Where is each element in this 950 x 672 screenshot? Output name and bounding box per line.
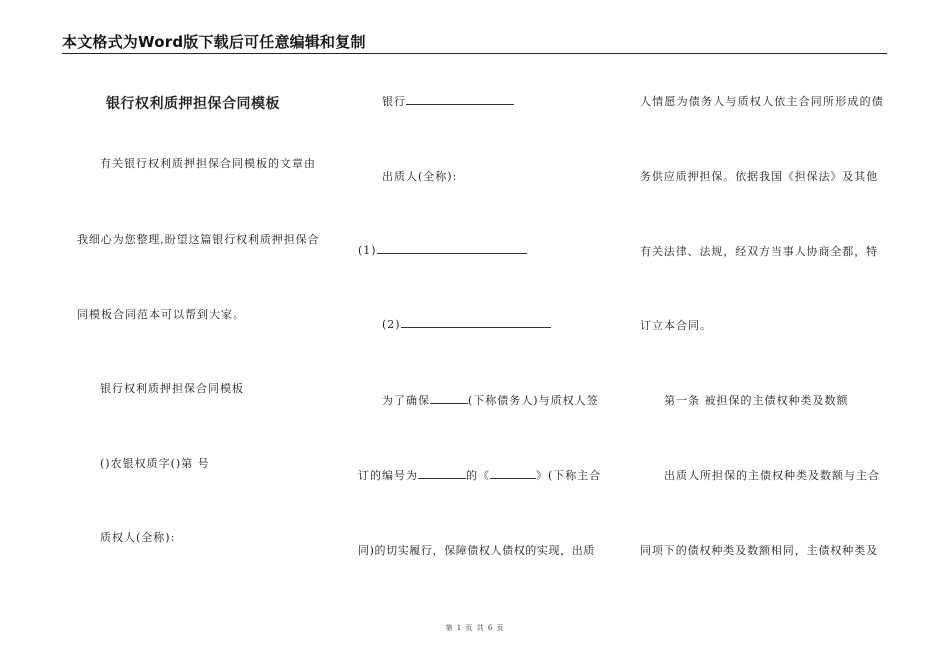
- item-2-label: (2): [382, 318, 401, 331]
- document-header: 本文格式为Word版下载后可任意编辑和复制: [62, 33, 366, 51]
- contract-name-blank: [490, 468, 536, 479]
- pledgor-item-1: [358, 243, 527, 257]
- pledgee-label: 质权人(全称):: [100, 531, 176, 544]
- contract-no-blank: [418, 468, 466, 479]
- item-1-label: (1): [358, 244, 377, 257]
- bank-blank: [406, 94, 514, 105]
- purpose-text-b: (下称债务人)与质权人签: [468, 394, 599, 407]
- pledgor-label: 出质人(全称):: [382, 170, 458, 183]
- header-divider: [62, 53, 887, 54]
- purpose-line-1: [382, 392, 599, 408]
- page-number: 第 1 页 共 6 页: [445, 624, 505, 632]
- section-subtitle: 银行权利质押担保合同模板: [100, 382, 244, 395]
- pledgor-item-2: [382, 317, 551, 331]
- document-title: 银行权利质押担保合同模板: [106, 96, 280, 112]
- bank-label: 银行: [382, 95, 406, 108]
- col3-line-4: 订立本合同。: [640, 319, 712, 332]
- purpose-line-3: 同)的切实履行，保障债权人债权的实现，出质: [358, 544, 595, 557]
- purpose-text-a: 为了确保: [382, 394, 430, 407]
- intro-line-2: 我细心为您整理,盼望这篇银行权利质押担保合: [77, 233, 320, 246]
- intro-line-1: 有关银行权利质押担保合同模板的文章由: [100, 157, 316, 170]
- intro-line-3: 同模板合同范本可以帮到大家。: [77, 308, 245, 321]
- article-1-heading: 第一条 被担保的主债权种类及数额: [664, 394, 849, 407]
- item-2-blank: [401, 317, 551, 328]
- debtor-blank: [430, 393, 468, 404]
- contract-no-text: 订的编号为: [358, 469, 418, 482]
- col3-line-7: 同项下的债权种类及数额相同，主债权种类及: [640, 544, 878, 557]
- col3-line-2: 务供应质押担保。依据我国《担保法》及其他: [640, 170, 878, 183]
- col3-line-6: 出质人所担保的主债权种类及数额与主合: [664, 469, 880, 482]
- contract-name-close: 》(下称主合: [536, 469, 602, 482]
- contract-name-open: 的《: [466, 469, 490, 482]
- col3-line-3: 有关法律、法规，经双方当事人协商全都，特: [640, 245, 878, 258]
- col3-line-1: 人情愿为债务人与质权人依主合同所形成的债: [640, 95, 884, 108]
- item-1-blank: [377, 243, 527, 254]
- purpose-line-2: [358, 467, 601, 483]
- bank-line: [382, 93, 514, 109]
- contract-number-line: ()农银权质字()第 号: [100, 457, 210, 470]
